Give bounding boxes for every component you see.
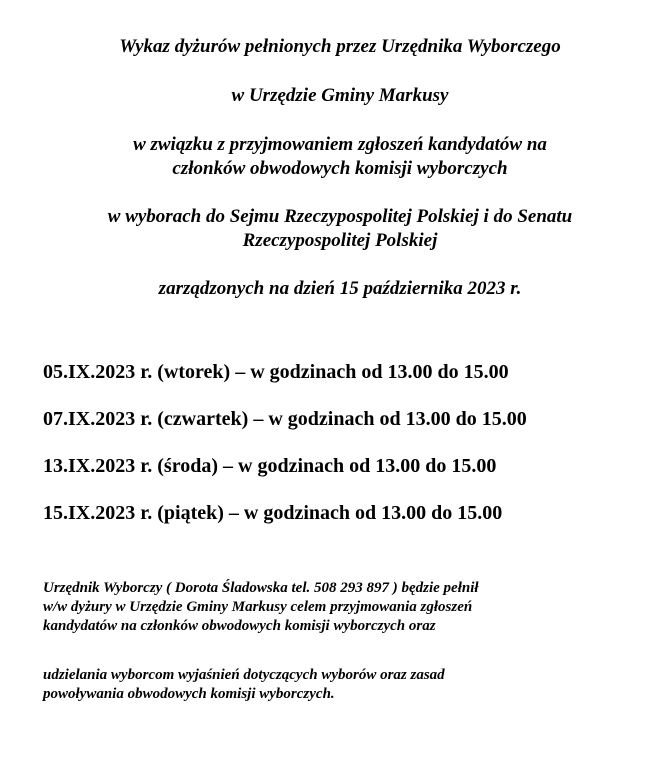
duty-schedule-list: [43, 358, 527, 546]
election-date-text: zarządzonych na dzień 15 października 2023 r.: [158, 278, 522, 299]
document-title: [20, 35, 660, 59]
schedule-item: 15.IX.2023 r. (piątek) – w godzinach od 13.00 do 15.00: [43, 502, 503, 524]
election-line-2: Rzeczypospolitej Polskiej: [242, 230, 438, 251]
purpose-line-2: członków obwodowych komisji wyborczych: [172, 158, 508, 179]
election-line-1: w wyborach do Sejmu Rzeczypospolitej Polskiej i do Senatu: [107, 206, 573, 227]
purpose-line-1: w związku z przyjmowaniem zgłoszeń kandydatów na: [133, 134, 547, 155]
schedule-item: 05.IX.2023 r. (wtorek) – w godzinach od 13.00 do 15.00: [43, 361, 509, 383]
info-line: udzielania wyborcom wyjaśnień dotyczących wyborów oraz zasad: [43, 667, 445, 683]
office-text: w Urzędzie Gminy Markusy: [231, 85, 449, 106]
title-line: Wykaz dyżurów pełnionych przez Urzędnika Wyborczego: [119, 36, 561, 57]
purpose-block: [20, 133, 660, 181]
schedule-item: 07.IX.2023 r. (czwartek) – w godzinach od 13.00 do 15.00: [43, 408, 527, 430]
info-line: powoływania obwodowych komisji wyborczych.: [43, 686, 335, 702]
election-block: [20, 205, 660, 253]
info-paragraph-2: [43, 666, 643, 704]
info-paragraph-1: [43, 579, 643, 636]
election-date-line: [20, 277, 660, 301]
info-line: Urzędnik Wyborczy ( Dorota Śladowska tel. 508 293 897 ) będzie pełnił: [43, 580, 479, 596]
info-line: w/w dyżury w Urzędzie Gminy Markusy celem przyjmowania zgłoszeń: [43, 599, 473, 615]
office-line: [20, 84, 660, 108]
schedule-item: 13.IX.2023 r. (środa) – w godzinach od 13.00 do 15.00: [43, 455, 497, 477]
info-line: kandydatów na członków obwodowych komisji wyborczych oraz: [43, 618, 436, 634]
